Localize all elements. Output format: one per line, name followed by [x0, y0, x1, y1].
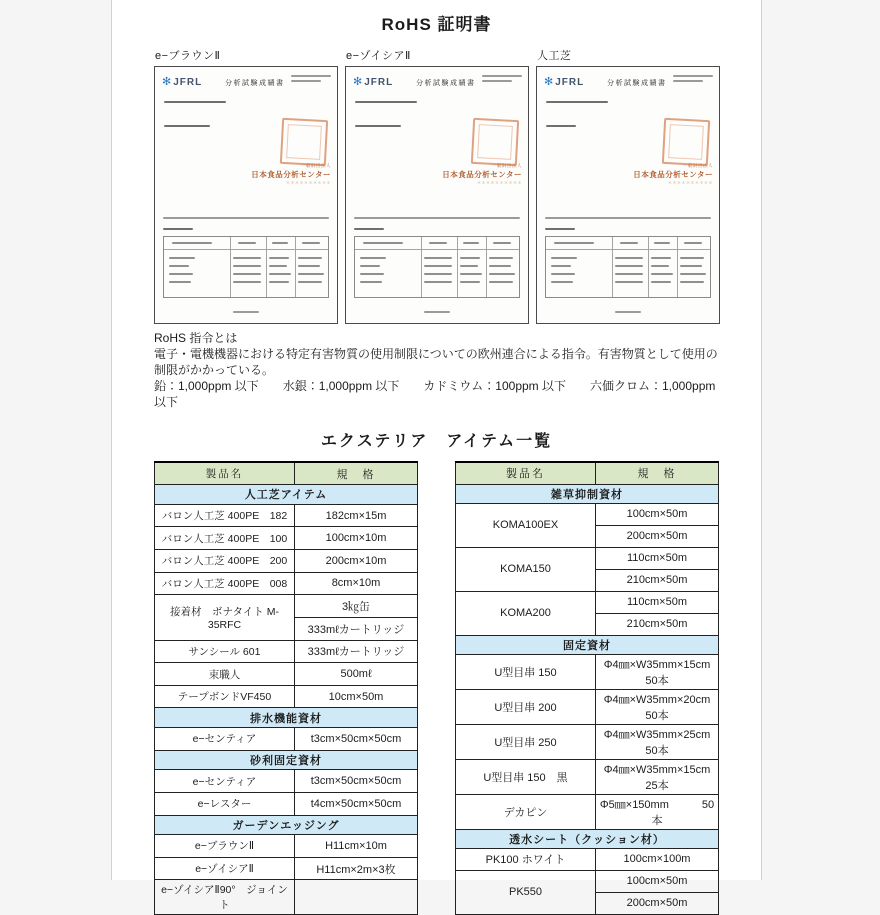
stamp-caption — [633, 163, 713, 186]
product-spec: Φ4㎜×W35mm×20cm 50本 — [596, 689, 719, 724]
microtext-paragraph — [163, 217, 329, 222]
item-table-right — [455, 461, 722, 915]
microtext-line: ＊＊＊＊＊＊＊＊＊＊ — [477, 180, 522, 185]
certificate-image-e-zoysia2 — [345, 66, 529, 324]
stamp-org-prefix: 一般財団法人 — [492, 163, 522, 168]
section-row — [155, 750, 418, 770]
microtext-line — [354, 228, 384, 233]
product-spec: H11cm×2m×3枚 — [295, 857, 418, 880]
product-spec: 110cm×50m — [596, 547, 719, 569]
table-row — [155, 549, 418, 572]
stamp-org-name: 日本食品分析センター — [633, 170, 713, 179]
jfrl-stamp-icon — [280, 118, 328, 166]
section-row — [155, 485, 418, 505]
jfrl-logo — [544, 75, 584, 88]
microtext-line: ＊＊＊＊＊＊＊＊＊＊ — [286, 180, 331, 185]
table-row — [456, 759, 719, 794]
product-name: U型目串 250 — [456, 724, 596, 759]
table-row — [456, 591, 719, 613]
product-spec: 200cm×50m — [596, 892, 719, 914]
table-header-row — [155, 462, 418, 485]
section-label: 排水機能資材 — [155, 708, 418, 728]
item-tables-row — [154, 461, 722, 915]
results-mini-table — [354, 236, 520, 298]
certificate-ref-number — [482, 75, 522, 85]
certificate-doc-title: 分析試験成績書 — [416, 80, 476, 87]
product-spec: 110cm×50m — [596, 591, 719, 613]
certificate-label: 人工芝 — [537, 50, 572, 62]
table-row — [155, 504, 418, 527]
microtext-paragraph — [354, 217, 520, 222]
product-spec: 182cm×15m — [295, 504, 418, 527]
table-row — [456, 848, 719, 870]
section-row — [456, 635, 719, 654]
microtext-line — [546, 101, 608, 106]
product-name: e−ブラウンⅡ — [155, 835, 295, 858]
table-row — [155, 640, 418, 663]
product-name: バロン人工芝 400PE 200 — [155, 549, 295, 572]
results-mini-table — [545, 236, 711, 298]
microtext-footer — [424, 311, 450, 316]
table-row — [456, 870, 719, 892]
jfrl-logo-text: JFRL — [555, 77, 585, 88]
microtext-line — [355, 101, 417, 106]
certificate-col-1 — [154, 47, 338, 324]
table-row — [155, 663, 418, 686]
jfrl-logo-mark-icon: ✻ — [544, 76, 555, 88]
table-row — [155, 857, 418, 880]
product-name: e−センティア — [155, 728, 295, 751]
product-spec — [295, 880, 418, 914]
microtext-line — [545, 228, 575, 233]
table-row — [456, 654, 719, 689]
product-spec: 10cm×50m — [295, 685, 418, 708]
table-row — [155, 728, 418, 751]
section-row — [456, 829, 719, 848]
product-name: 接着材 ボナタイト M-35RFC — [155, 595, 295, 640]
jfrl-logo-text: JFRL — [364, 77, 394, 88]
col-header-spec: 規 格 — [295, 462, 418, 485]
product-name: バロン人工芝 400PE 008 — [155, 572, 295, 595]
product-spec: 200cm×10m — [295, 549, 418, 572]
product-name: e−ゾイシアⅡ90° ジョイント — [155, 880, 295, 914]
jfrl-stamp-icon — [471, 118, 519, 166]
product-spec: H11cm×10m — [295, 835, 418, 858]
certificate-col-2 — [345, 47, 529, 324]
section-label: 透水シート（クッション材） — [456, 829, 719, 848]
product-spec: 8cm×10m — [295, 572, 418, 595]
table-row — [456, 547, 719, 569]
microtext-line — [163, 228, 193, 233]
rohs-note-limits: 鉛：1,000ppm 以下 水銀：1,000ppm 以下 カドミウム：100ppm 以下 六価クロム：1,000ppm 以下 — [154, 379, 716, 409]
certificates-row — [154, 47, 719, 324]
product-spec: 3㎏缶 — [295, 595, 418, 618]
jfrl-stamp-icon — [662, 118, 710, 166]
section-label: 雑草抑制資材 — [456, 484, 719, 503]
stamp-caption — [442, 163, 522, 186]
product-spec: Φ5㎜×150mm 50本 — [596, 794, 719, 829]
certificate-doc-title: 分析試験成績書 — [607, 80, 667, 87]
stamp-caption — [251, 163, 331, 186]
product-name: KOMA200 — [456, 591, 596, 635]
product-name: テープボンドVF450 — [155, 685, 295, 708]
stamp-org-prefix: 一般財団法人 — [301, 163, 331, 168]
table-row — [155, 572, 418, 595]
table-row — [155, 527, 418, 550]
product-spec: Φ4㎜×W35mm×15cm 25本 — [596, 759, 719, 794]
rohs-note-heading: RoHS 指令とは — [154, 331, 238, 345]
col-header-product: 製品名 — [155, 462, 295, 485]
table-row — [155, 595, 418, 618]
microtext-line: ＊＊＊＊＊＊＊＊＊＊ — [668, 180, 713, 185]
results-mini-table — [163, 236, 329, 298]
microtext-line — [164, 101, 226, 106]
page-title: RoHS 証明書 — [381, 15, 492, 34]
table-row — [456, 503, 719, 525]
certificate-image-artificial-turf — [536, 66, 720, 324]
product-name: e−センティア — [155, 770, 295, 793]
product-name: U型目串 150 — [456, 654, 596, 689]
table-row — [456, 724, 719, 759]
jfrl-logo-text: JFRL — [173, 77, 203, 88]
table-row — [155, 792, 418, 815]
product-spec: t3cm×50cm×50cm — [295, 728, 418, 751]
product-spec: 100cm×10m — [295, 527, 418, 550]
product-name: e−レスター — [155, 792, 295, 815]
microtext-paragraph — [545, 217, 711, 222]
table-row — [155, 880, 418, 914]
microtext-line — [164, 125, 210, 130]
rohs-note — [154, 330, 719, 410]
product-name: U型目串 150 黒 — [456, 759, 596, 794]
product-spec: 333mℓカートリッジ — [295, 640, 418, 663]
product-spec: 333mℓカートリッジ — [295, 617, 418, 640]
rohs-note-body: 電子・電機機器における特定有害物質の使用制限についての欧州連合による指令。有害物質として使用の制限がかかっている。 — [154, 347, 718, 377]
product-spec: 210cm×50m — [596, 613, 719, 635]
product-name: 束職人 — [155, 663, 295, 686]
section-row — [155, 815, 418, 835]
section-label: 固定資材 — [456, 635, 719, 654]
stamp-org-name: 日本食品分析センター — [442, 170, 522, 179]
stamp-org-prefix: 一般財団法人 — [683, 163, 713, 168]
section-row — [456, 484, 719, 503]
product-name: PK100 ホワイト — [456, 848, 596, 870]
table-row — [155, 685, 418, 708]
jfrl-logo — [162, 75, 202, 88]
document-sheet — [111, 0, 762, 911]
product-spec: 210cm×50m — [596, 569, 719, 591]
product-spec: 100cm×100m — [596, 848, 719, 870]
product-name: KOMA150 — [456, 547, 596, 591]
microtext-line — [546, 125, 592, 130]
microtext-footer — [615, 311, 641, 316]
product-spec: 100cm×50m — [596, 870, 719, 892]
certificate-col-3 — [536, 47, 720, 324]
product-name: バロン人工芝 400PE 182 — [155, 504, 295, 527]
product-spec: Φ4㎜×W35mm×15cm 50本 — [596, 654, 719, 689]
table-row — [456, 794, 719, 829]
col-header-spec: 規 格 — [596, 462, 719, 484]
product-spec: Φ4㎜×W35mm×25cm 50本 — [596, 724, 719, 759]
section-row — [155, 708, 418, 728]
jfrl-logo-mark-icon: ✻ — [162, 76, 173, 88]
certificate-doc-title: 分析試験成績書 — [225, 80, 285, 87]
jfrl-logo-mark-icon: ✻ — [353, 76, 364, 88]
product-name: バロン人工芝 400PE 100 — [155, 527, 295, 550]
product-name: PK550 — [456, 870, 596, 914]
section-label: 人工芝アイテム — [155, 485, 418, 505]
jfrl-logo — [353, 75, 393, 88]
item-table-left — [154, 461, 418, 915]
table-header-row — [456, 462, 719, 484]
section-title: エクステリア アイテム一覧 — [320, 433, 553, 450]
certificate-ref-number — [673, 75, 713, 85]
certificate-label: e−ゾイシアⅡ — [346, 50, 411, 62]
product-name: デカピン — [456, 794, 596, 829]
stamp-org-name: 日本食品分析センター — [251, 170, 331, 179]
product-name: サンシール 601 — [155, 640, 295, 663]
product-spec: 200cm×50m — [596, 525, 719, 547]
product-name: e−ゾイシアⅡ — [155, 857, 295, 880]
product-spec: t4cm×50cm×50cm — [295, 792, 418, 815]
table-row — [155, 835, 418, 858]
certificate-ref-number — [291, 75, 331, 85]
col-header-product: 製品名 — [456, 462, 596, 484]
section-label: ガーデンエッジング — [155, 815, 418, 835]
product-spec: t3cm×50cm×50cm — [295, 770, 418, 793]
product-spec: 100cm×50m — [596, 503, 719, 525]
certificate-image-e-brown2 — [154, 66, 338, 324]
product-name: U型目串 200 — [456, 689, 596, 724]
table-row — [155, 770, 418, 793]
table-row — [456, 689, 719, 724]
microtext-footer — [233, 311, 259, 316]
product-spec: 500mℓ — [295, 663, 418, 686]
certificate-label: e−ブラウンⅡ — [155, 50, 221, 62]
section-label: 砂利固定資材 — [155, 750, 418, 770]
microtext-line — [355, 125, 401, 130]
product-name: KOMA100EX — [456, 503, 596, 547]
